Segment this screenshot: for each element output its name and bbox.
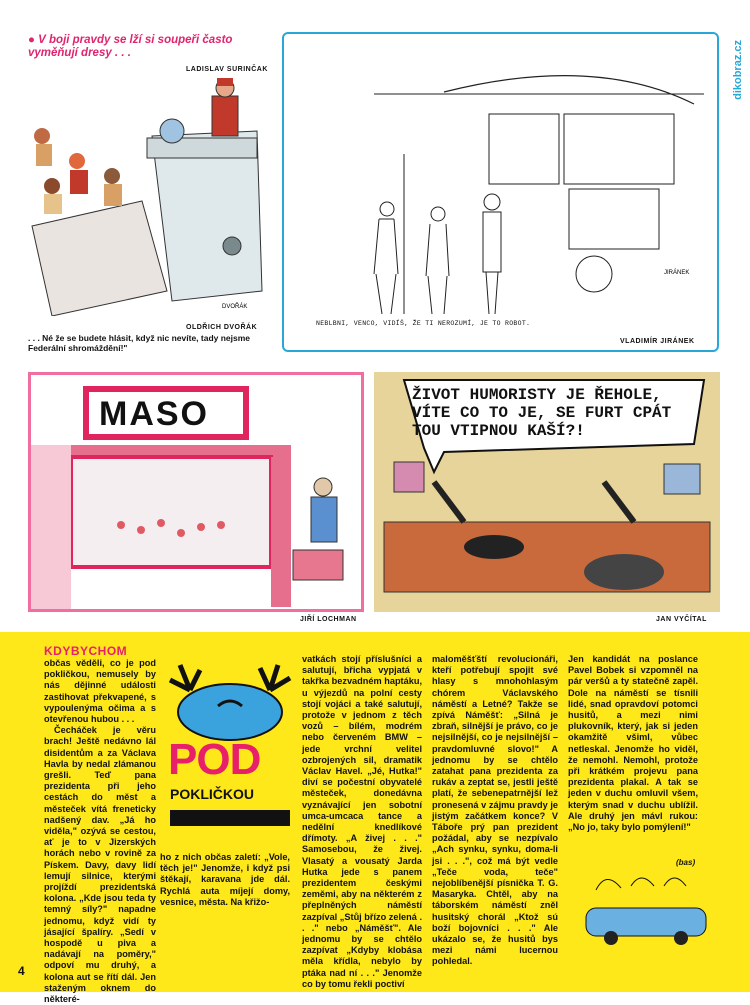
svg-text:DVOŘÁK: DVOŘÁK [222,304,248,310]
cartoon5-frame [374,372,720,612]
logo-pod: POD [168,735,261,784]
article-signature: (bas) [676,858,696,867]
article-col-1-body: Čecháček je věru brach! Ještě nedávno lál disidentům a za Václava Havla by nedal zlámanou grešli. Teď pana prezidenta při jeho cestách do měst a městeček vítá freneticky nadšený dav. „Já ho viděla," ozývá se cestou, ať je to v Jizerských horách nebo v rovině za Pískem. Davy, davy lidí lemují silnice, kterými projíždí prezidentská kolona. „Kde jsou teda ty temný síly?" napadne jednomu, když vidí ty jásající špalíry. „Sedí v hospodě u piva a nadávají na poměry," odpoví mu druhý, a kolona aut se řítí dál. Jen staženým oknem do některé- [44,725,156,1005]
cartoon2-author: OLDŘICH DVOŘÁK [186,324,258,331]
article-heading: KDYBYCHOM [44,644,128,658]
article-col-1-intro: občas věděli, co je pod pokličkou, nemusely by nás dějinné události zastihovat překvapené, s vypoulenýma očima a s otevřenou hubou . . . [44,658,156,725]
article-col-5: Jen kandidát na poslance Pavel Bobek si vzpomněl na pár veršů a ty statečně zapěl. Dole na náměstí se tísnili lidé, snad opravdoví potomci husitů, a mezi nimi plukovník, který, jak si jeden okamžitě všiml, vůbec netleskal. Jenomže ho viděl, že nemohl. Nemohl, protože při krátkém projevu pana prezidenta plakal. A tak se jeden v duchu omluvil všem, kterým snad v duchu ublížil. Ale druhý jen mávl rukou: „No jo, taky bylo pomýlení!" [568,654,698,833]
cartoon4-author: JIŘÍ LOCHMAN [300,616,357,623]
cartoon2-caption: . . . Né že se budete hlásit, když nic nevíte, tady nejsme Federální shromáždění!" [28,333,251,353]
cartoon1-caption-text: V boji pravdy se lží si soupeři často vyměňují dresy . . . [28,34,233,59]
page-number: 4 [18,964,25,978]
article-col-4: maloměšťští revolucionáři, kteří potřebují spojit své hlasy s mnohohlasým chórem Václavského náměstí a Letné? Takže se zpívá Náměšť: „Silná je zbraň, silnější je právo, co je nejsilnější, co je nejsilnější – pravdomluvné slovo!" A jednomu by se chtělo zatahat pana prezidenta za rukáv a zeptat se, jestli ještě platí, že sebenepatrnější lež pronesená v zájmu pravdy je jistým začátkem konce? V Táboře prý pan prezident požádal, aby se nezpívalo „Ach synku, synku, doma-li jsi . . .", což má být vedle „Teče voda, teče" nejoblíbenější písnička T. G. Masaryka. Chtěl, aby na táborském náměstí zněl husitský chorál „Ktož sú boží bojovníci . . ." Ale ukázalo se, že husitů bys mezi námi lucernou pohledal. [432,654,558,967]
article-col-2: ho z nich občas zaletí: „Vole, těch je!" Jenomže, i když psi štěkají, karavana jde dál. Rychlá auta míjejí domy, vesnice, města. Na křižo- [160,852,290,907]
article-col-3: vatkách stojí příslušníci a salutují, břicha vypjatá v takřka bezvadném haptáku, u výjezdů na polní cesty stojí vojáci a také salutují, protože v jednom z těch vozů – bílém, modrém nebo červeném BMW – jede vrchní velitel ozbrojených sil, dramatik Václav Havel. „Jé, Hutka!" diví se počestní obyvatelé městeček, donedávna vyznávající jen sobotní umca-umcaca tance a nedělní knedlíkové dřímoty. „A živej . . ." Samosebou, že živej. Vlasatý a vousatý Jarda Hutka jede s panem prezidentem českými zeměmi, aby na některém z přeplněných náměstí zazpíval „Stůj břízo zelená . . ." nebo „Náměšť". Ale jednomu by se chtělo zazpívat „Kdyby klobása měla křídla, nebylo by ptáka nad ní . . ." Jenomže co by tomu řekli poctiví [302,654,422,989]
cartoon1-author: LADISLAV SURINČAK [186,66,268,73]
cartoon1-illustration [22,76,274,316]
cartoon3-author: VLADIMÍR JIRÁNEK [620,338,695,345]
car-illustration [576,868,716,946]
cartoon3-speech: NEBLBNI, VENCO, VIDÍŠ, ŽE TI NEROZUMÍ, JE TO ROBOT. [316,320,531,327]
bullet-icon: ● [28,34,35,46]
cartoon3-signature: JIRÁNEK [664,270,690,276]
maso-sign: MASO [99,395,209,433]
article-col-1 [44,658,156,1005]
cartoon3-illustration [294,44,708,314]
site-logo: dikobraz.cz [732,40,744,100]
cartoon1-caption [28,34,258,60]
logo-poklickou: POKLIČKOU [170,786,254,802]
cartoon4-frame [28,372,364,612]
cartoon5-speech: ŽIVOT HUMORISTY JE ŘEHOLE, VÍTE CO TO JE, SE FURT CPÁT TOU VTIPNOU KAŠÍ?! [412,386,672,440]
cartoon5-author: JAN VYČÍTAL [656,616,707,623]
cartoon3-frame [282,32,719,352]
